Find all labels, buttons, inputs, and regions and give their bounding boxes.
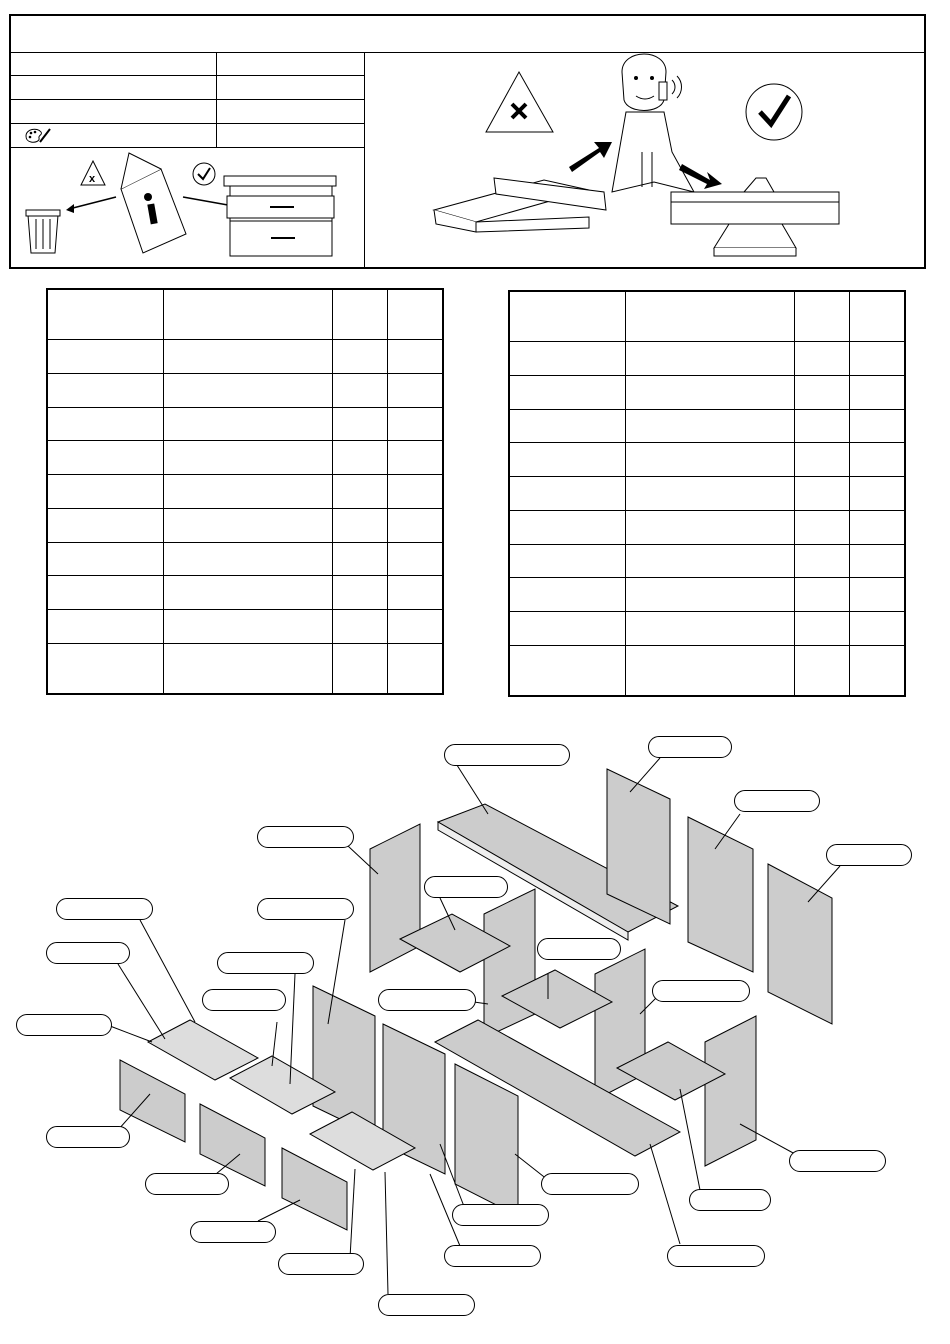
back-panel	[688, 817, 753, 972]
svg-text:x: x	[89, 173, 96, 185]
warning-cross-icon	[486, 72, 553, 132]
document-title-row	[11, 16, 924, 53]
checkmark-icon	[746, 84, 802, 140]
part-label	[537, 938, 621, 960]
side-panel	[705, 1016, 756, 1166]
info-row	[11, 100, 364, 124]
product-info-column	[11, 52, 365, 267]
part-label	[202, 989, 286, 1011]
part-label	[648, 736, 732, 758]
door	[313, 986, 375, 1136]
part-label	[541, 1173, 639, 1195]
part-label	[190, 1221, 276, 1243]
palette-brush-icon	[23, 126, 53, 146]
part-label	[452, 1204, 549, 1226]
part-label	[217, 952, 314, 974]
part-label	[257, 898, 354, 920]
part-label	[278, 1253, 364, 1275]
checkmark-icon	[193, 163, 215, 185]
part-label	[378, 989, 476, 1011]
part-label	[826, 844, 912, 866]
part-label	[378, 1294, 475, 1316]
part-label	[689, 1189, 771, 1211]
drawer-front	[120, 1060, 185, 1142]
parts-table-right	[508, 290, 906, 697]
door	[455, 1064, 518, 1216]
trash-bin-icon	[26, 210, 60, 253]
part-label	[789, 1150, 886, 1172]
part-label	[444, 1245, 541, 1267]
drawer-cabinet-icon	[224, 176, 336, 256]
header-panel	[9, 14, 926, 269]
info-row-color	[11, 124, 364, 148]
part-label	[444, 744, 570, 766]
warning-cross-icon	[81, 161, 105, 185]
keep-manual-diagram	[11, 149, 364, 267]
part-label	[16, 1014, 112, 1036]
info-row	[11, 76, 364, 100]
protect-surface-diagram	[364, 52, 924, 267]
part-label	[667, 1245, 765, 1267]
arrow-icon	[569, 142, 612, 172]
part-label	[257, 826, 354, 848]
drawer-front	[282, 1148, 347, 1230]
part-label	[46, 1126, 130, 1148]
info-booklet-icon	[121, 153, 186, 253]
parts-table-left	[46, 288, 444, 695]
part-label	[652, 980, 750, 1002]
back-panel	[768, 864, 832, 1024]
part-label	[734, 790, 820, 812]
correct-boards	[671, 178, 839, 256]
warning-boards	[434, 178, 606, 232]
info-row	[11, 52, 364, 76]
part-label	[145, 1173, 229, 1195]
drawer-bottom	[148, 1020, 258, 1080]
middle-panel	[484, 889, 535, 1038]
part-label	[46, 942, 130, 964]
part-label	[424, 876, 508, 898]
part-label	[56, 898, 153, 920]
side-panel	[370, 824, 420, 972]
